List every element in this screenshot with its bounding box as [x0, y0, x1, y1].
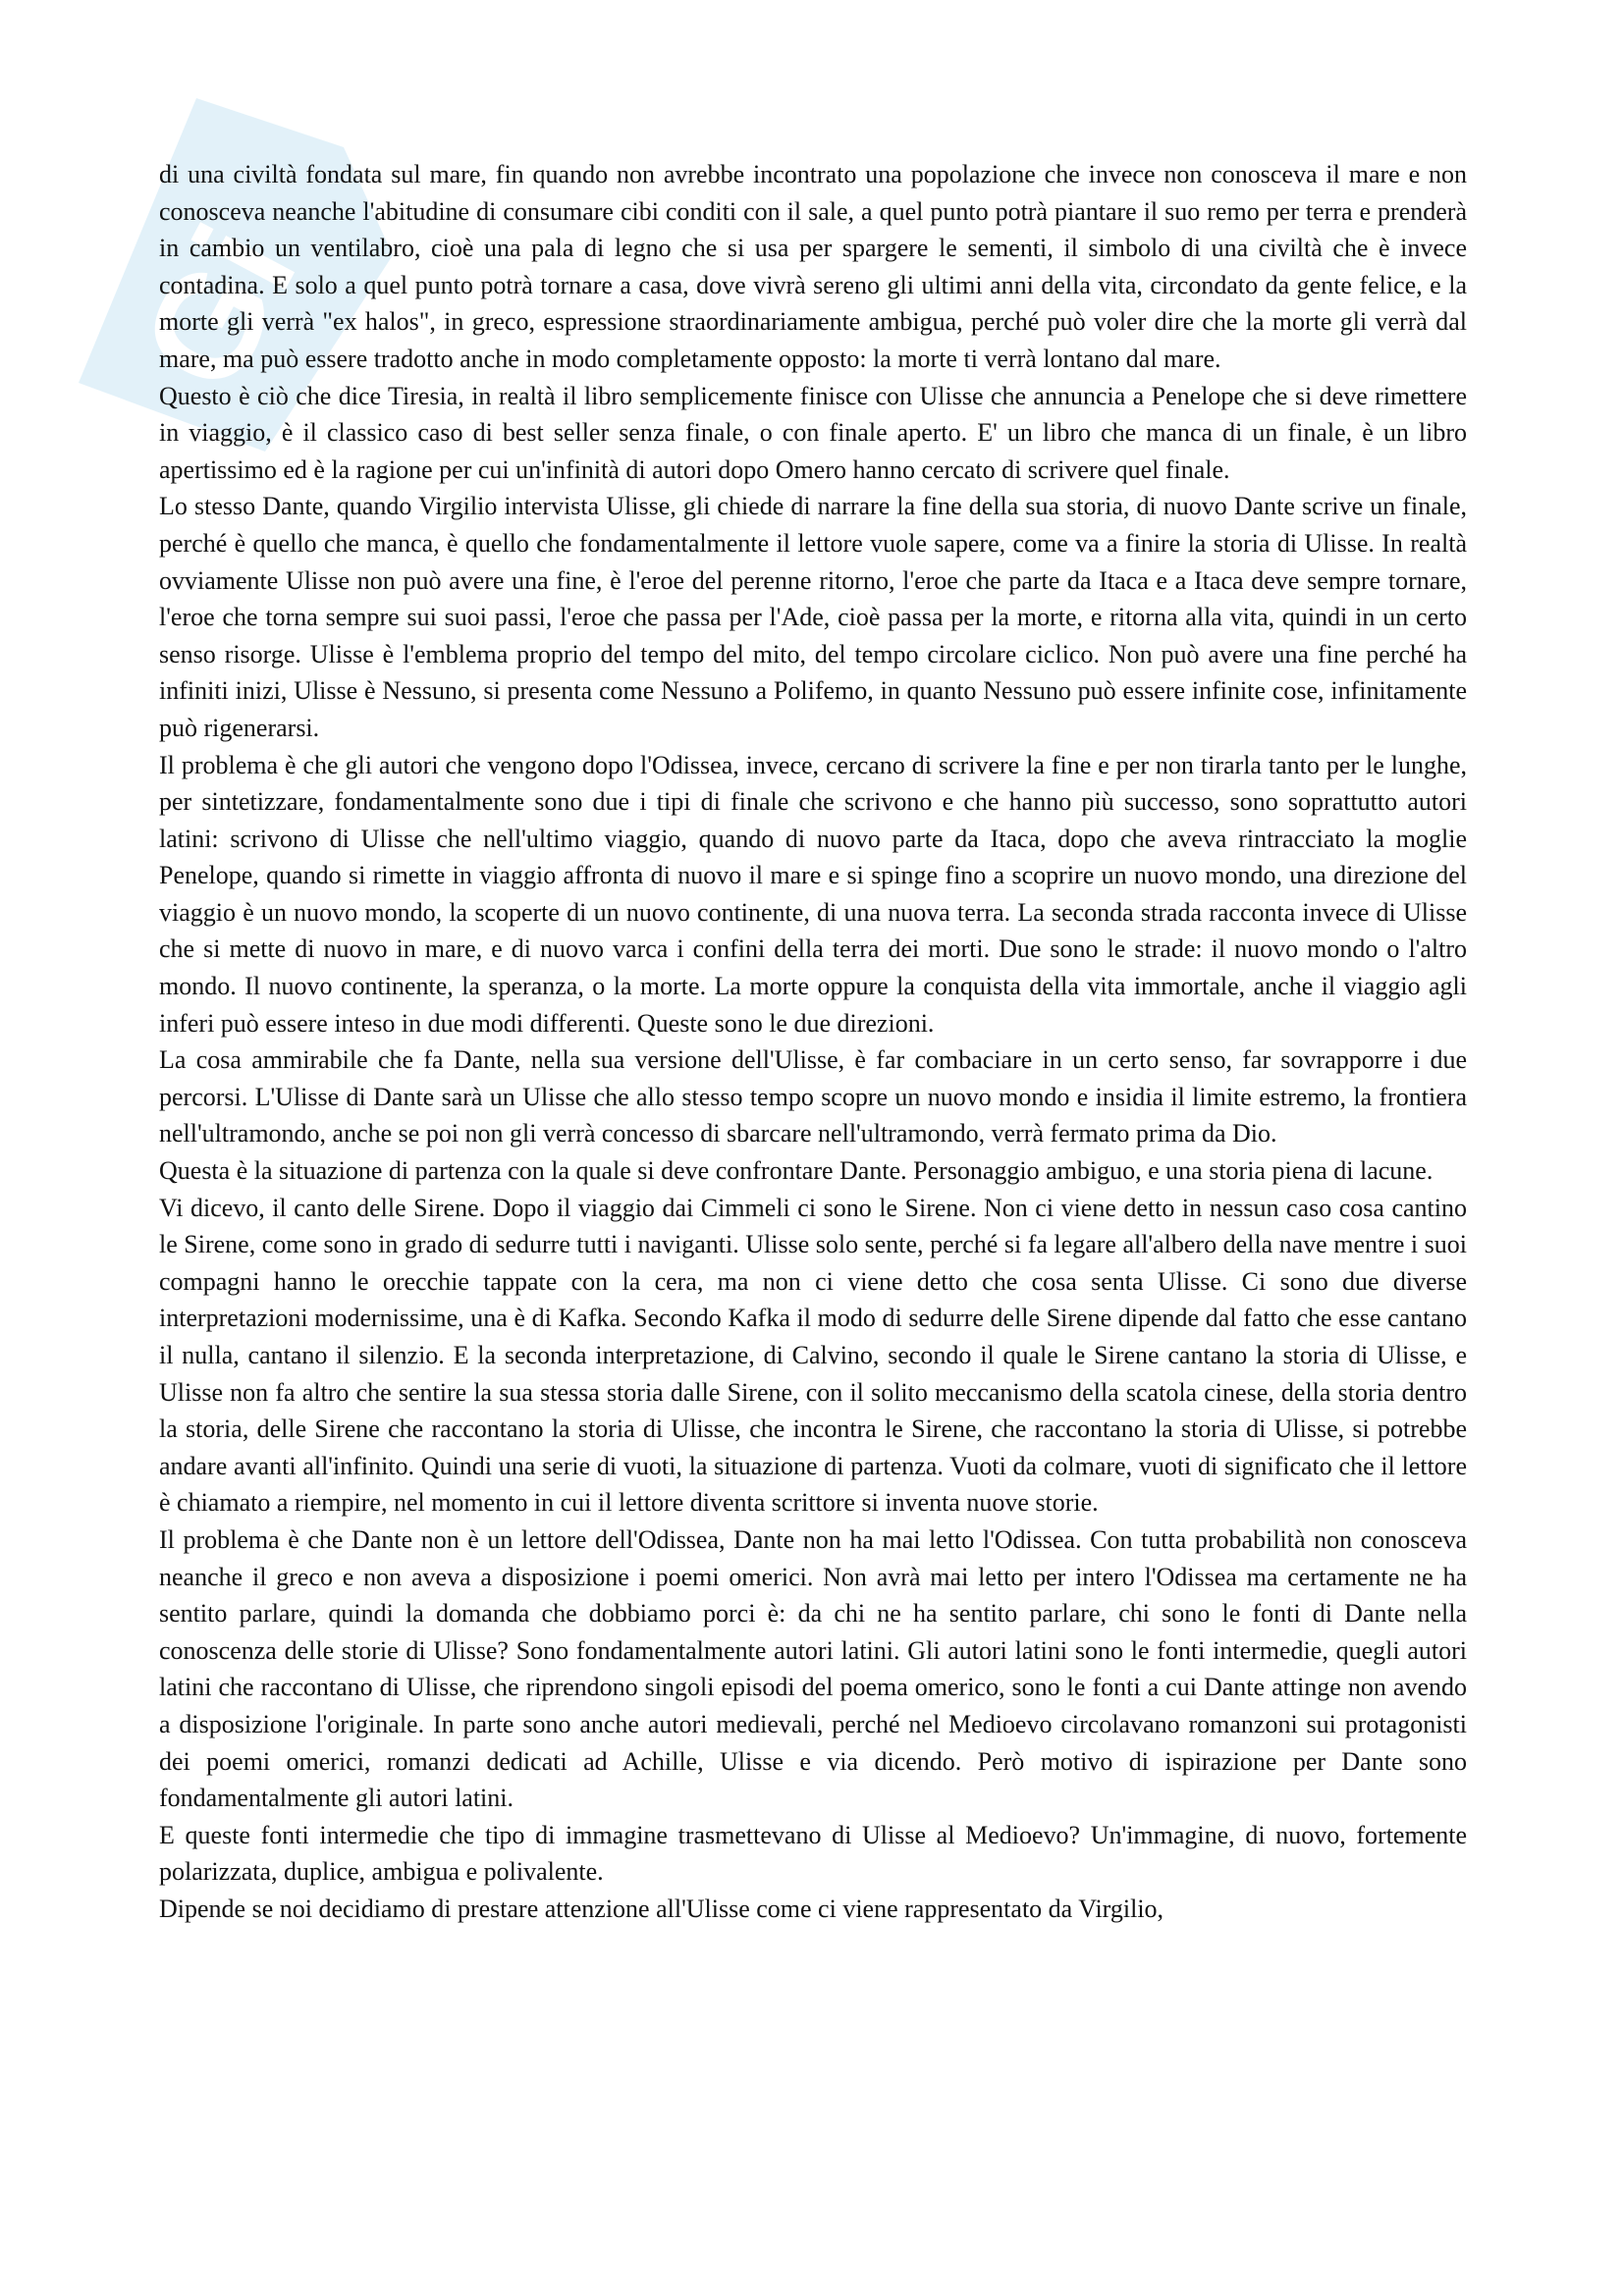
watermark-logo-text: Gi [108, 199, 328, 415]
paragraph-9: E queste fonti intermedie che tipo di immagine trasmettevano di Ulisse al Medioevo? Un'immagine, di nuovo, fortemente polarizzata, duplice, ambigua e polivalente. [159, 1820, 1467, 1887]
paragraph-5: La cosa ammirabile che fa Dante, nella sua versione dell'Ulisse, è far combaciare in un certo senso, far sovrapporre i due percorsi. L'Ulisse di Dante sarà un Ulisse che allo stesso tempo scopre un nuovo mondo e insidia il limite estremo, la frontiera nell'ultramondo, anche se poi non gli verrà concesso di sbarcare nell'ultramondo, verrà fermato prima da Dio. [159, 1045, 1467, 1148]
paragraph-2: Questo è ciò che dice Tiresia, in realtà il libro semplicemente finisce con Ulisse che annuncia a Penelope che si deve rimettere in viaggio, è il classico caso di best seller senza finale, o con finale aperto. E' un libro che manca di un finale, è un libro apertissimo ed è la ragione per cui un'infinità di autori dopo Omero hanno cercato di scrivere quel finale. [159, 381, 1467, 484]
paragraph-3: Lo stesso Dante, quando Virgilio intervista Ulisse, gli chiede di narrare la fine della sua storia, di nuovo Dante scrive un finale, perché è quello che manca, è quello che fondamentalmente il lettore vuole sapere, come va a finire la storia di Ulisse. In realtà ovviamente Ulisse non può avere una fine, è l'eroe del perenne ritorno, l'eroe che parte da Itaca e a Itaca deve sempre tornare, l'eroe che torna sempre sui suoi passi, l'eroe che passa per l'Ade, cioè passa per la morte, e ritorna alla vita, quindi in un certo senso risorge. Ulisse è l'emblema proprio del tempo del mito, del tempo circolare ciclico. Non può avere una fine perché ha infiniti inizi, Ulisse è Nessuno, si presenta come Nessuno a Polifemo, in quanto Nessuno può essere infinite cose, infinitamente può rigenerarsi. [159, 492, 1467, 742]
paragraph-8: Il problema è che Dante non è un lettore dell'Odissea, Dante non ha mai letto l'Odissea. Con tutta probabilità non conosceva neanche il greco e non aveva a disposizione i poemi omerici. Non avrà mai letto per intero l'Odissea ma certamente ne ha sentito parlare, quindi la domanda che dobbiamo porci è: da chi ne ha sentito parlare, chi sono le fonti di Dante nella conoscenza delle storie di Ulisse? Sono fondamentalmente autori latini. Gli autori latini sono le fonti intermedie, quegli autori latini che raccontano di Ulisse, che riprendono singoli episodi del poema omerico, sono le fonti a cui Dante attinge non avendo a disposizione l'originale. In parte sono anche autori medievali, perché nel Medioevo circolavano romanzoni sui protagonisti dei poemi omerici, romanzi dedicati ad Achille, Ulisse e via dicendo. Però motivo di ispirazione per Dante sono fondamentalmente gli autori latini. [159, 1524, 1467, 1813]
paragraph-6: Questa è la situazione di partenza con la quale si deve confrontare Dante. Personaggio ambiguo, e una storia piena di lacune. [159, 1156, 1434, 1186]
document-body [159, 156, 1467, 1928]
paragraph-1: di una civiltà fondata sul mare, fin quando non avrebbe incontrato una popolazione che invece non conosceva il mare e non conosceva neanche l'abitudine di consumare cibi conditi con il sale, a quel punto potrà piantare il suo remo per terra e prenderà in cambio un ventilabro, cioè una pala di legno che si usa per spargere le sementi, il simbolo di una civiltà che è invece contadina. E solo a quel punto potrà tornare a casa, dove vivrà sereno gli ultimi anni della vita, circondato da gente felice, e la morte gli verrà "ex halos", in greco, espressione straordinariamente ambigua, perché può voler dire che la morte gli verrà dal mare, ma può essere tradotto anche in modo completamente opposto: la morte ti verrà lontano dal mare. [159, 160, 1467, 373]
paragraph-4: Il problema è che gli autori che vengono dopo l'Odissea, invece, cercano di scrivere la fine e per non tirarla tanto per le lunghe, per sintetizzare, fondamentalmente sono due i tipi di finale che scrivono e che hanno più successo, sono soprattutto autori latini: scrivono di Ulisse che nell'ultimo viaggio, quando di nuovo parte da Itaca, dopo che aveva rintracciato la moglie Penelope, quando si rimette in viaggio affronta di nuovo il mare e si spinge fino a scoprire un nuovo mondo, una direzione del viaggio è un nuovo mondo, la scoperte di un nuovo continente, di una nuova terra. La seconda strada racconta invece di Ulisse che si mette di nuovo in mare, e di nuovo varca i confini della terra dei morti. Due sono le strade: il nuovo mondo o l'altro mondo. Il nuovo continente, la speranza, o la morte. La morte oppure la conquista della vita immortale, anche il viaggio agli inferi può essere inteso in due modi differenti. Queste sono le due direzioni. [159, 750, 1467, 1038]
paragraph-7: Vi dicevo, il canto delle Sirene. Dopo il viaggio dai Cimmeli ci sono le Sirene. Non ci viene detto in nessun caso cosa cantino le Sirene, come sono in grado di sedurre tutti i naviganti. Ulisse solo sente, perché si fa legare all'albero della nave mentre i suoi compagni hanno le orecchie tappate con la cera, ma non ci viene detto che cosa senta Ulisse. Ci sono due diverse interpretazioni modernissime, una è di Kafka. Secondo Kafka il modo di sedurre delle Sirene dipende dal fatto che esse cantano il nulla, cantano il silenzio. E la seconda interpretazione, di Calvino, secondo il quale le Sirene cantano la storia di Ulisse, e Ulisse non fa altro che sentire la sua stessa storia dalle Sirene, con il solito meccanismo della scatola cinese, della storia dentro la storia, delle Sirene che raccontano la storia di Ulisse, che incontra le Sirene, che raccontano la storia di Ulisse, si potrebbe andare avanti all'infinito. Quindi una serie di vuoti, la situazione di partenza. Vuoti da colmare, vuoti di significato che il lettore è chiamato a riempire, nel momento in cui il lettore diventa scrittore si inventa nuove storie. [159, 1193, 1467, 1518]
paragraph-10: Dipende se noi decidiamo di prestare attenzione all'Ulisse come ci viene rappresentato da Virgilio, [159, 1894, 1164, 1923]
